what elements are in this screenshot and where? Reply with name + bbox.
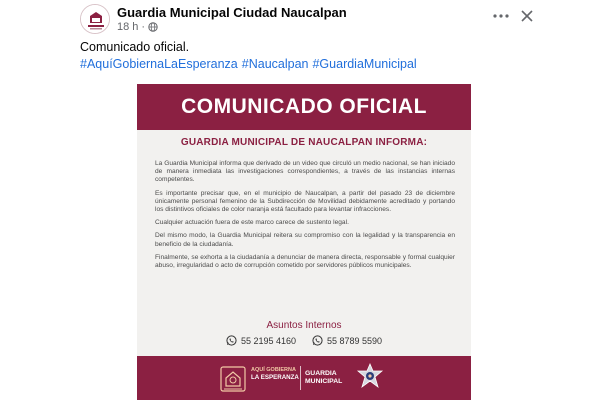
flyer-subtitle: GUARDIA MUNICIPAL DE NAUCALPAN INFORMA: (180, 137, 428, 148)
flyer-paragraph: Finalmente, se exhorta a la ciudadanía a denunciar de manera directa, responsable y formal cualquier abuso, irregularidad o acto de corrupción cometido por servidores públicos municipales. (155, 253, 455, 270)
flyer-body (155, 160, 455, 275)
phone-item (226, 335, 296, 346)
phone-number: 55 8789 5590 (327, 335, 383, 346)
flyer-paragraph: Es importante precisar que, en el municipio de Naucalpan, a partir del pasado 23 de diciembre únicamente personal femenino de la Subdirección de Movilidad debidamente acreditado y portando los distintivos oficiales de color naranja está facultado para levantar infracciones. (155, 189, 455, 214)
hashtag-list (80, 57, 417, 71)
post-image[interactable] (137, 84, 471, 400)
globe-icon[interactable] (148, 22, 158, 32)
phone-item (312, 335, 382, 346)
post-header (80, 3, 600, 33)
close-button[interactable] (516, 5, 538, 27)
post-meta (117, 21, 158, 33)
gob-label (251, 367, 299, 381)
hashtag-link[interactable]: #AquíGobiernaLaEsperanza (80, 57, 238, 71)
footer-divider (300, 366, 301, 390)
meta-separator: · (141, 21, 146, 33)
guardia-line-2: MUNICIPAL (305, 378, 343, 385)
contact-title: Asuntos Internos (266, 320, 342, 331)
phone-list (137, 335, 471, 346)
naucalpan-logo-icon (81, 5, 110, 34)
police-badge-icon (356, 363, 384, 393)
close-icon (521, 10, 533, 22)
guardia-label (305, 370, 342, 386)
post-time[interactable]: 18 h (117, 21, 139, 33)
guardia-line-1: GUARDIA (305, 370, 337, 377)
hashtag-link[interactable]: #GuardiaMunicipal (312, 57, 417, 71)
more-options-button[interactable] (490, 5, 512, 27)
flyer-paragraph: Cualquier actuación fuera de este marco carece de sustento legal. (155, 219, 349, 227)
flyer-paragraph: Del mismo modo, la Guardia Municipal reitera su compromiso con la legalidad y la transparencia en beneficio de la ciudadanía. (155, 232, 455, 248)
naucalpan-seal-icon (219, 364, 247, 394)
whatsapp-icon (312, 335, 323, 346)
post-text: Comunicado oficial. (80, 40, 190, 54)
page-avatar[interactable] (80, 4, 110, 34)
flyer-footer-band (137, 356, 471, 400)
whatsapp-icon (226, 335, 237, 346)
flyer-paragraph: La Guardia Municipal informa que derivado de un video que circuló un medio nacional, se han iniciado de manera inmediata las investigaciones correspondientes, a través de las instancias internas competentes. (155, 160, 455, 184)
gob-line-1: AQUÍ GOBIERNA (251, 367, 296, 373)
phone-number: 55 2195 4160 (240, 335, 296, 346)
post-author[interactable]: Guardia Municipal Ciudad Naucalpan (117, 5, 347, 20)
flyer-title: COMUNICADO OFICIAL (181, 95, 427, 118)
flyer-header-band (137, 84, 471, 130)
hashtag-link[interactable]: #Naucalpan (241, 57, 309, 71)
more-options-icon (493, 14, 509, 18)
gob-line-2: LA ESPERANZA (251, 374, 299, 381)
